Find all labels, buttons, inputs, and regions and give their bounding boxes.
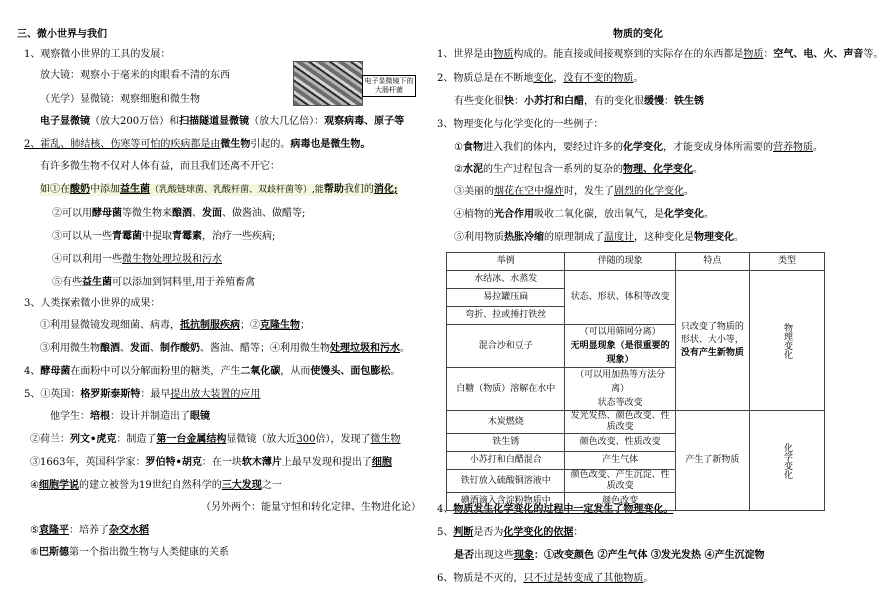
- example-cell: 白糖（物质）溶解在水中: [447, 368, 565, 411]
- achievements-line-2: ③利用微生物酿酒、发面、制作酸奶、酱油、醋等；④利用微生物处理垃圾和污水。: [40, 343, 410, 354]
- criteria-heading: 5、判断是否为化学变化的依据：: [437, 527, 584, 538]
- phenomenon-cell: （可以用筛网分离） 无明显现象（是很重要的现象）: [565, 325, 675, 368]
- example-food: ①食物进入我们的体内，要经过许多的化学变化，才能变成身体所需要的营养物质。: [454, 142, 823, 153]
- example-cell: 易拉罐压扁: [447, 289, 565, 307]
- optical-microscope-line: （光学）显微镜：观察细胞和微生物: [40, 94, 200, 105]
- table-row: [447, 271, 825, 289]
- section-heading: 三、微小世界与我们: [17, 29, 107, 40]
- waste-line: ④可以利用一些微生物处理垃圾和污水: [52, 254, 222, 265]
- example-cell: 小苏打和白醋混合: [447, 452, 565, 470]
- history-bacon: 他学生：培根：设计并制造出了眼镜: [50, 411, 210, 422]
- example-cell: 铁生锈: [447, 434, 565, 452]
- history-yuan-longping: ⑤袁隆平：培养了杂交水稻: [30, 525, 149, 536]
- penicillin-line: ③可以从一些青霉菌中提取青霉素，治疗一些疾病;: [52, 231, 276, 242]
- example-cell: 混合沙和豆子: [447, 325, 565, 368]
- tools-heading: 1、观察微小世界的工具的发展：: [24, 49, 171, 60]
- phenomenon-cell: 颜色改变: [565, 493, 675, 511]
- yeast-line: ②可以用酵母菌等微生物来酿酒、发面、做酱油、做醋等;: [52, 208, 306, 219]
- table-header: 伴随的现象: [565, 253, 675, 271]
- history-hooke: ③1663年，英国科学家：罗伯特•胡克：在一块软木薄片上最早发现和提出了细胞: [30, 457, 392, 468]
- table-header: 特点: [675, 253, 749, 271]
- change-line: 2、物质总是在不断地变化，没有不变的物质。: [437, 73, 644, 84]
- example-thermometer: ⑤利用物质热胀冷缩的原理制成了温度计，这种变化是物理变化。: [454, 232, 744, 243]
- phenomenon-cell: 产生气体: [565, 452, 675, 470]
- history-line-1: 5、①英国：格罗斯泰斯特：最早提出放大装置的应用: [24, 389, 261, 400]
- electron-microscope-line: 电子显微镜（放大200万倍）和扫描隧道显微镜（放大几亿倍）：观察病毒、原子等: [40, 116, 405, 127]
- phenomenon-cell: 状态、形状、体积等改变: [565, 271, 675, 325]
- example-cement: ②水泥的生产过程包含一系列的复杂的物理、化学变化。: [454, 164, 703, 175]
- section-heading: 物质的变化: [613, 29, 663, 40]
- phenomenon-cell: 发光发热、颜色改变、性质改变: [565, 411, 675, 434]
- history-cell-theory: ④细胞学说的建立被誉为19世纪自然科学的三大发现之一: [30, 480, 282, 491]
- achievements-line-1: ①利用显微镜发现细菌、病毒，抵抗制服疾病；②克隆生物；: [40, 320, 310, 331]
- disease-line: 2、霍乱、肺结核、伤寒等可怕的疾病都是由微生物引起的。病毒也是微生物。: [24, 139, 371, 150]
- conservation-line: 6、物质是不灭的，只不过是转变成了其他物质。: [437, 573, 654, 584]
- change-comparison-table: [446, 252, 825, 511]
- history-three-discoveries: （另外两个：能量守恒和转化定律、生物进化论）: [201, 502, 421, 513]
- speed-line: 有些变化很快：小苏打和白醋，有的变化很缓慢：铁生锈: [454, 96, 704, 107]
- phenomenon-cell: （可以用加热等方法分离） 状态等改变: [565, 368, 675, 411]
- achievements-heading: 3、人类探索微小世界的成果：: [24, 298, 161, 309]
- example-cell: 弯折、拉或捶打铁丝: [447, 307, 565, 325]
- example-cell: 水结冰、水蒸发: [447, 271, 565, 289]
- beneficial-intro: 有许多微生物不仅对人体有益，而且我们还离不开它：: [40, 161, 280, 172]
- example-cell: 铁钉放入硫酸铜溶液中: [447, 470, 565, 493]
- phenomenon-cell: 颜色改变、性质改变: [565, 434, 675, 452]
- history-pasteur: ⑥巴斯德第一个指出微生物与人类健康的关系: [30, 547, 229, 558]
- magnifier-line: 放大镜：观察小于毫米的肉眼看不清的东西: [40, 70, 230, 81]
- yogurt-line: 如①在酸奶中添加益生菌（乳酸链球菌、乳酸杆菌、双歧杆菌等）,能帮助我们的消化;: [40, 184, 398, 195]
- phenomenon-cell: 颜色改变、产生沉淀、性质改变: [565, 470, 675, 493]
- ecoli-micrograph: [293, 61, 363, 106]
- table-row: [447, 411, 825, 434]
- examples-heading: 3、物理变化与化学变化的一些例子：: [437, 119, 604, 130]
- example-fireworks: ③美丽的烟花在空中爆炸时，发生了剧烈的化学变化。: [454, 186, 694, 197]
- feature-cell: 产生了新物质: [675, 411, 749, 511]
- history-leeuwenhoek: ②荷兰：列文•虎克：制造了第一台金属结构显微镜（放大近300倍），发现了微生物: [30, 434, 401, 445]
- table-header-row: [447, 253, 825, 271]
- example-photosynthesis: ④植物的光合作用吸收二氧化碳，放出氧气，是化学变化。: [454, 209, 714, 220]
- criteria-list: 是否出现这些现象：①改变颜色 ②产生气体 ③发光发热 ④产生沉淀物: [454, 550, 765, 561]
- micrograph-caption: 电子显微镜下的大肠杆菌: [362, 75, 416, 97]
- feature-cell: 只改变了物质的形状、大小等， 没有产生新物质: [675, 271, 749, 411]
- example-cell: 碘酒滴入含淀粉物质中: [447, 493, 565, 511]
- table-header: 类型: [749, 253, 824, 271]
- matter-definition: 1、世界是由物质构成的。能直接或间接观察到的实际存在的东西都是物质：空气、电、火、声音等。: [437, 49, 883, 60]
- type-cell: 化学变化: [749, 411, 824, 511]
- chem-physical-rule: 4、物质发生化学变化的过程中一定发生了物理变化。: [437, 504, 674, 515]
- type-cell: 物理变化: [749, 271, 824, 411]
- table-header: 举例: [447, 253, 565, 271]
- yeast-bread-line: 4、酵母菌在面粉中可以分解面粉里的糖类，产生二氧化碳，从而使馒头、面包膨松。: [24, 366, 401, 377]
- example-cell: 木炭燃烧: [447, 411, 565, 434]
- probiotic-feed-line: ⑤有些益生菌可以添加到饲料里,用于养殖畜禽: [52, 277, 256, 288]
